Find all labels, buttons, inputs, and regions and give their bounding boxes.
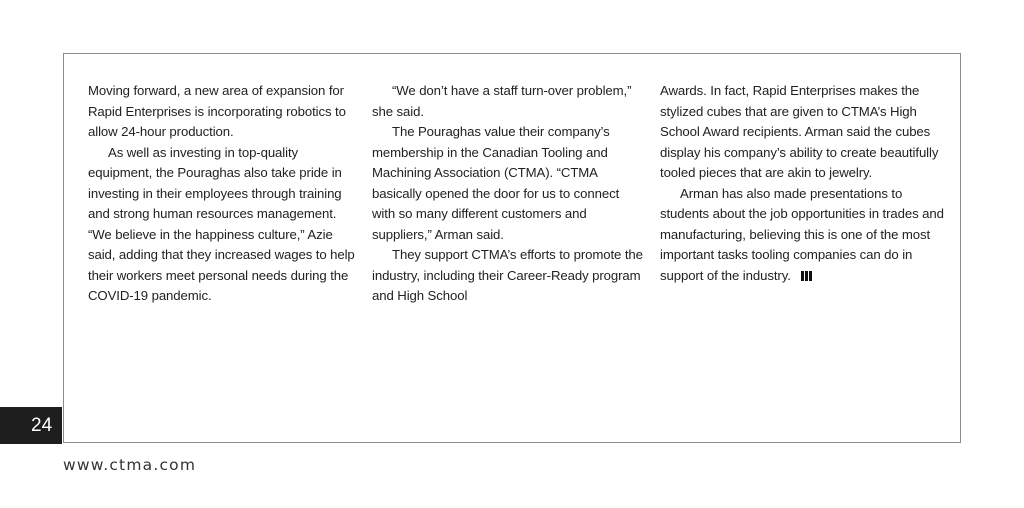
paragraph-text: Arman has also made presentations to students about the job opportunities in trades and manufacturing, believing this is one of the most important tasks tooling companies can do in support of the industry. [660, 185, 944, 283]
paragraph: The Pouraghas value their company’s membership in the Canadian Tooling and Machining Association (CTMA). “CTMA basically opened the door for us to connect with so many different customers and suppliers,” Arman said. [372, 124, 620, 242]
page-number: 24 [31, 415, 53, 436]
article-column-3 [660, 81, 950, 286]
article-column-1 [88, 81, 360, 307]
paragraph: As well as investing in top-quality equipment, the Pouraghas also take pride in investing in their employees through training and strong human resources management. “We believe in the happiness culture,” Azie said, adding that they increased wages to help their workers meet personal needs during the COVID-19 pandemic. [88, 144, 355, 303]
footer-url: www.ctma.com [63, 456, 197, 474]
paragraph: Awards. In fact, Rapid Enterprises makes the stylized cubes that are given to CTMA’s High School Award recipients. Arman said the cubes display his company’s ability to create beautifully tooled pieces that are akin to jewelry. [660, 83, 939, 180]
paragraph-last [660, 184, 950, 287]
end-of-article-bars-icon [801, 271, 812, 281]
article-column-2 [372, 81, 644, 307]
paragraph: “We don’t have a staff turn-over problem,” she said. [372, 83, 632, 119]
paragraph: They support CTMA’s efforts to promote the industry, including their Career-Ready program and High School [372, 247, 643, 303]
paragraph: Moving forward, a new area of expansion for Rapid Enterprises is incorporating robotics to allow 24-hour production. [88, 83, 346, 139]
